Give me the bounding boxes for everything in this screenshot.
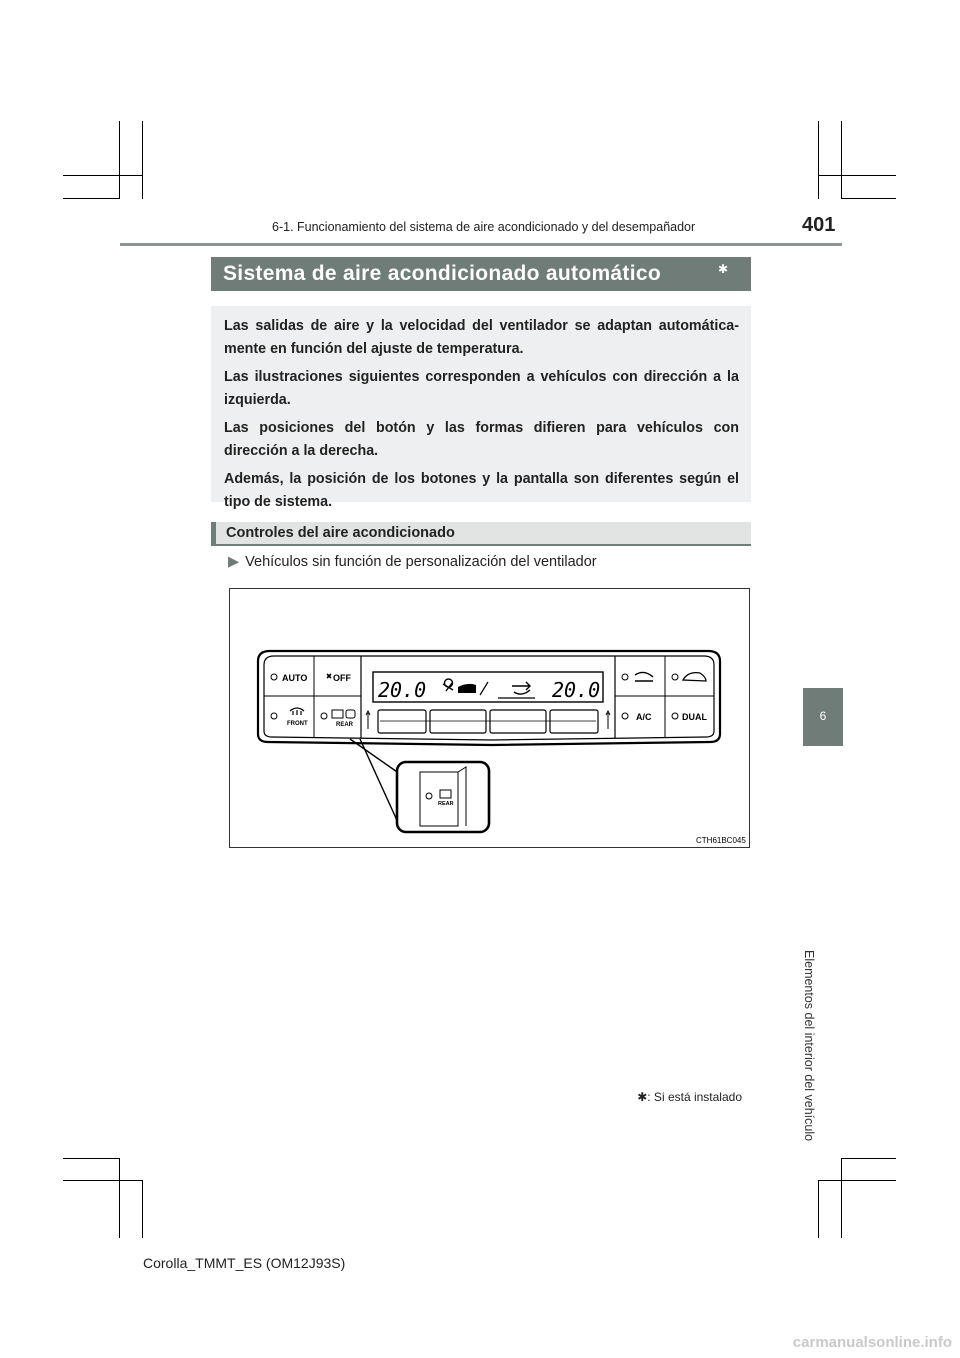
crop-mark xyxy=(63,198,120,199)
inset-rear-label: REAR xyxy=(438,801,454,807)
section-title: Sistema de aire acondicionado automático xyxy=(223,262,661,285)
footer-doc-id: Corolla_TMMT_ES (OM12J93S) xyxy=(143,1255,346,1271)
optional-equipment-mark: ✱ xyxy=(718,262,729,276)
crop-mark xyxy=(818,175,896,176)
intro-paragraph: Las salidas de aire y la velocidad del ventilador se adaptan automática-mente en función del ajuste de temperatura. xyxy=(224,318,739,357)
crop-mark xyxy=(63,1158,120,1159)
vent xyxy=(490,710,546,733)
vent xyxy=(378,710,426,733)
section-title-bar xyxy=(211,257,751,291)
subsection-title: Controles del aire acondicionado xyxy=(226,525,455,541)
vent xyxy=(430,710,486,733)
dual-button[interactable]: DUAL xyxy=(682,712,707,722)
watermark: carmanualsonline.info xyxy=(792,1334,952,1351)
triangle-bullet-icon: ▶ xyxy=(228,554,240,570)
crop-mark xyxy=(841,1158,896,1159)
crop-mark xyxy=(63,175,143,176)
intro-paragraph: Las ilustraciones siguientes corresponden a vehículos con dirección a la izquierda. xyxy=(224,369,739,408)
crop-mark xyxy=(818,121,819,199)
crop-mark xyxy=(142,1180,143,1238)
crop-mark xyxy=(63,1180,143,1181)
chapter-header: 6-1. Funcionamiento del sistema de aire acondicionado y del desempañador xyxy=(272,220,696,234)
control-panel-figure xyxy=(229,588,750,848)
optional-equipment-mark: ✱ xyxy=(637,1090,648,1104)
intro-paragraph: Las posiciones del botón y las formas difieren para vehículos con dirección a la derecha. xyxy=(224,420,739,459)
rear-button-label: REAR xyxy=(336,722,354,728)
footnote-text: : Si está instalado xyxy=(647,1090,742,1104)
subsection-heading xyxy=(211,522,751,546)
intro-paragraph: Además, la posición de los botones y la pantalla son diferentes según el tipo de sistema. xyxy=(224,471,739,510)
crop-mark xyxy=(142,121,143,199)
control-panel-illustration xyxy=(230,589,749,847)
crop-mark xyxy=(818,1180,819,1238)
off-button[interactable]: OFF xyxy=(333,673,351,683)
crop-mark xyxy=(841,1158,842,1238)
crop-mark xyxy=(119,1158,120,1238)
vent xyxy=(550,710,598,733)
chapter-tab: 6 xyxy=(803,688,843,746)
ac-button[interactable]: A/C xyxy=(636,712,652,722)
right-temperature: 20.0 xyxy=(552,678,601,702)
auto-button[interactable]: AUTO xyxy=(282,673,308,683)
left-temperature: 20.0 xyxy=(378,678,427,702)
figure-code: CTH61BC045 xyxy=(696,836,746,845)
footnote xyxy=(542,1090,742,1104)
chapter-side-label: Elementos del interior del vehículo xyxy=(802,950,816,1142)
intro-box xyxy=(211,306,751,510)
bullet-text: Vehículos sin función de personalización del ventilador xyxy=(245,554,597,570)
bullet-item xyxy=(228,554,597,570)
front-button-label: FRONT xyxy=(287,721,308,727)
crop-mark xyxy=(119,121,120,199)
crop-mark xyxy=(841,198,896,199)
crop-mark xyxy=(841,121,842,199)
header-rule xyxy=(120,243,842,246)
crop-mark xyxy=(818,1180,896,1181)
page-number: 401 xyxy=(802,214,836,236)
